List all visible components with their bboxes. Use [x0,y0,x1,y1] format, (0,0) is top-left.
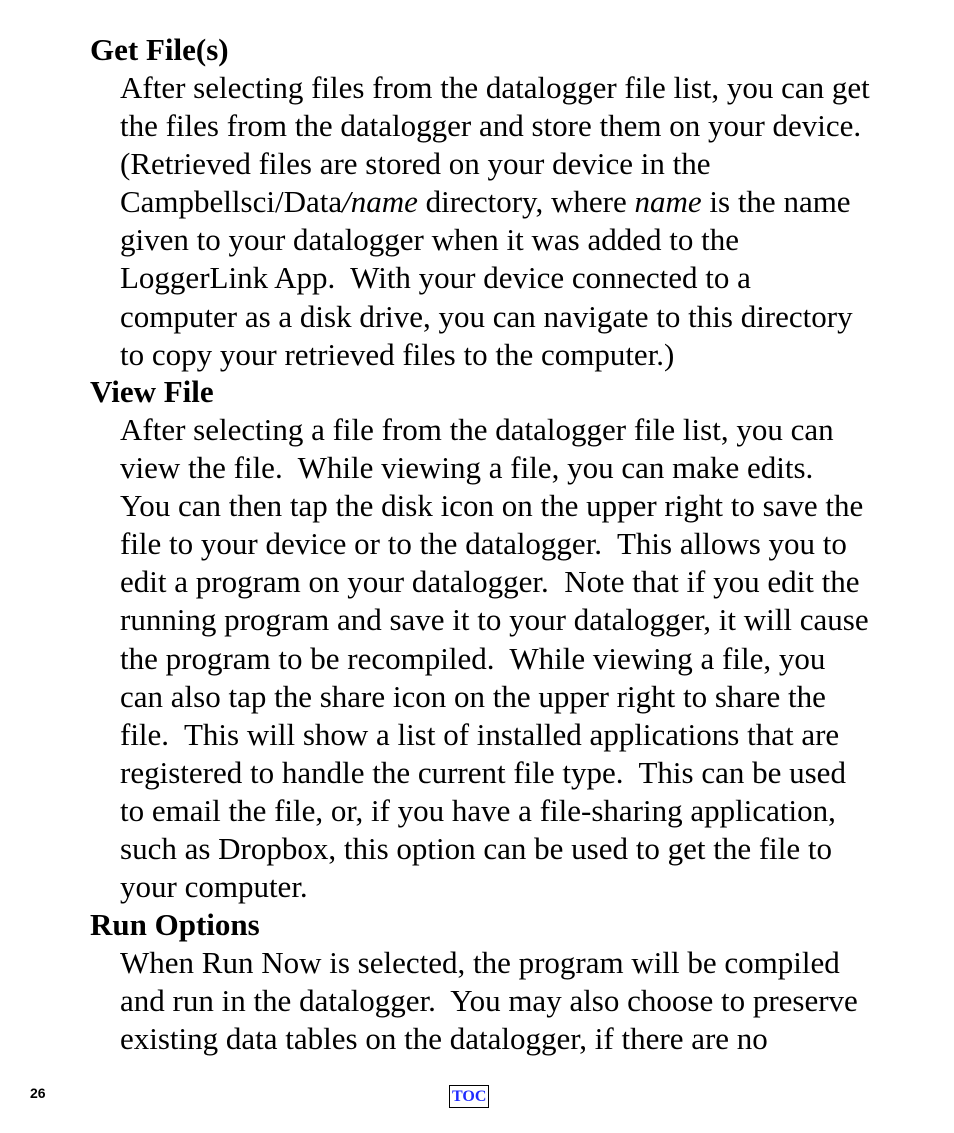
text-line [120,601,940,639]
text-line [120,183,940,221]
text-line [120,107,940,145]
text-line [120,716,940,754]
paragraph-get-files [120,69,940,374]
text-run: to copy your retrieved files to the computer.) [120,336,675,372]
text-run: file to your device or to the datalogger. This allows you to [120,526,847,562]
text-run: the program to be recompiled. While viewing a file, you [120,640,826,676]
text-line [120,145,940,183]
toc-link[interactable]: TOC [449,1085,489,1108]
text-run: such as Dropbox, this option can be used to get the file to [120,831,833,867]
text-run: is the name [701,184,851,220]
text-line [120,298,940,336]
text-line [120,792,940,830]
text-line [120,754,940,792]
text-run: LoggerLink App. With your device connected to a [120,260,751,296]
text-line [120,868,940,906]
text-line [120,487,940,525]
text-run: given to your datalogger when it was added to the [120,222,739,258]
text-line [120,1020,940,1058]
paragraph-view-file [120,411,940,906]
text-line [120,678,940,716]
text-run: the files from the datalogger and store them on your device. [120,108,862,144]
text-line [120,411,940,449]
paragraph-run-options [120,944,940,1058]
italic-text: /name [342,184,418,220]
text-line [120,259,940,297]
text-run: edit a program on your datalogger. Note that if you edit the [120,564,860,600]
section-heading-get-files: Get File(s) [90,32,229,67]
text-run: file. This will show a list of installed applications that are [120,716,840,752]
text-line [120,830,940,868]
text-line [120,449,940,487]
text-run: When Run Now is selected, the program will be compiled [120,945,840,980]
text-run: running program and save it to your datalogger, it will cause [120,602,869,638]
text-run: After selecting a file from the datalogger file list, you can [120,412,834,447]
text-run: to email the file, or, if you have a file-sharing application, [120,792,836,828]
page-number: 26 [30,1085,46,1101]
text-run: and run in the datalogger. You may also choose to preserve [120,983,858,1019]
text-run: After selecting files from the datalogger file list, you can get [120,70,870,105]
text-run: can also tap the share icon on the upper right to share the [120,678,826,714]
text-run: directory, where [417,184,635,220]
italic-text: name [634,184,702,220]
text-run: view the file. While viewing a file, you can make edits. [120,450,814,486]
text-line [120,336,940,374]
section-heading-view-file: View File [90,374,214,409]
text-run: computer as a disk drive, you can navigate to this directory [120,298,853,334]
text-line [120,525,940,563]
text-line [120,69,940,107]
text-line [120,221,940,259]
section-heading-run-options: Run Options [90,907,260,942]
text-line [120,640,940,678]
text-line [120,982,940,1020]
text-run: existing data tables on the datalogger, if there are no [120,1021,768,1057]
text-run: registered to handle the current file type. This can be used [120,754,846,790]
text-line [120,563,940,601]
text-run: your computer. [120,869,308,905]
text-run: You can then tap the disk icon on the upper right to save the [120,488,864,524]
text-run: Campbellsci/Data [120,184,343,220]
text-run: (Retrieved files are stored on your device in the [120,146,711,182]
text-line [120,944,940,982]
